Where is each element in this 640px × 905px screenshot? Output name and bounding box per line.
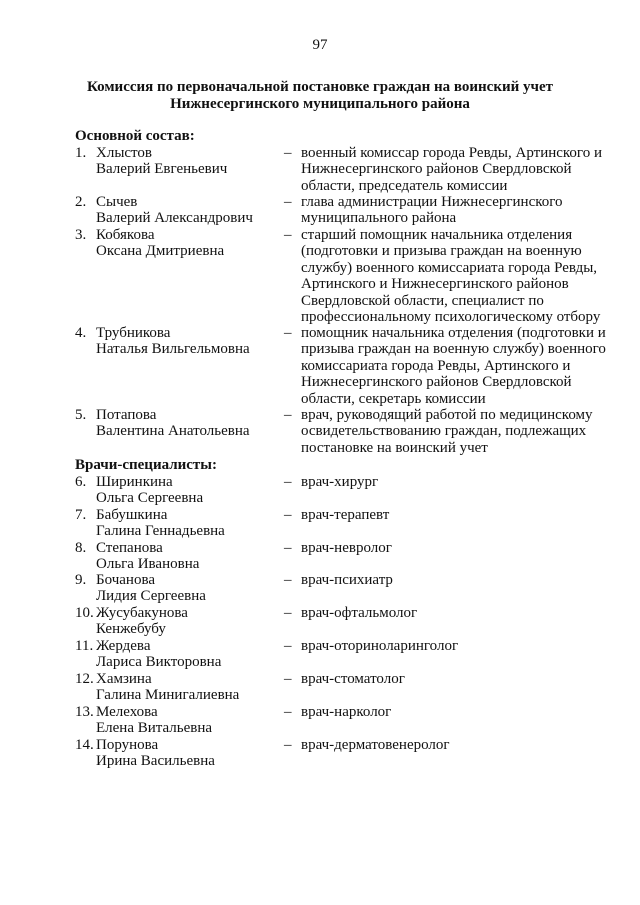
member-number: 7. (75, 507, 87, 523)
member-dash: – (284, 540, 292, 556)
member-role: старший помощник начальника отделения (подготовки и призыва граждан на военную службу) военного комиссариата города Ревды, Артинского и Нижнесергинского районов Свердловской области, специалист по профессиональному психологическому отбору (301, 227, 601, 326)
document-title (0, 79, 640, 113)
member-dash: – (284, 407, 292, 423)
member-dash: – (284, 145, 292, 161)
member-dash: – (284, 507, 292, 523)
member-dash: – (284, 671, 292, 687)
member-name: Бочанова Лидия Сергеевна (96, 572, 206, 605)
member-role: врач-оториноларинголог (301, 638, 459, 654)
member-dash: – (284, 572, 292, 588)
member-number: 12. (75, 671, 94, 687)
member-dash: – (284, 474, 292, 490)
member-role: врач-хирург (301, 474, 379, 490)
member-number: 3. (75, 227, 87, 243)
member-name: Ширинкина Ольга Сергеевна (96, 474, 204, 507)
member-role: врач-стоматолог (301, 671, 405, 687)
member-dash: – (284, 194, 292, 210)
title-line-1: Комиссия по первоначальной постановке граждан на воинский учет (87, 79, 553, 95)
member-number: 4. (75, 325, 87, 341)
section-doctors: Врачи-специалисты: (75, 457, 218, 473)
page-number: 97 (312, 37, 328, 53)
section-main: Основной состав: (75, 128, 195, 144)
member-dash: – (284, 227, 292, 243)
member-role: врач, руководящий работой по медицинскому освидетельствованию граждан, подлежащих постановке на воинский учет (301, 407, 593, 456)
member-number: 8. (75, 540, 87, 556)
member-name: Потапова Валентина Анатольевна (96, 407, 250, 440)
member-number: 11. (75, 638, 94, 654)
member-number: 5. (75, 407, 87, 423)
member-name: Сычев Валерий Александрович (96, 194, 253, 227)
member-role: помощник начальника отделения (подготовки и призыва граждан на военную службу) военного комиссариата города Ревды, Артинского и Нижнесергинского районов Свердловской области, секретарь комиссии (301, 325, 606, 407)
member-role: врач-невролог (301, 540, 392, 556)
title-line-2: Нижнесергинского муниципального района (170, 96, 470, 112)
member-number: 10. (75, 605, 94, 621)
member-name: Кобякова Оксана Дмитриевна (96, 227, 225, 260)
member-role: врач-дерматовенеролог (301, 737, 450, 753)
member-name: Жердева Лариса Викторовна (96, 638, 222, 671)
member-number: 9. (75, 572, 87, 588)
member-dash: – (284, 325, 292, 341)
member-number: 6. (75, 474, 87, 490)
member-name: Бабушкина Галина Геннадьевна (96, 507, 225, 540)
member-role: врач-терапевт (301, 507, 390, 523)
member-dash: – (284, 605, 292, 621)
member-role: врач-нарколог (301, 704, 392, 720)
member-number: 2. (75, 194, 87, 210)
member-role: военный комиссар города Ревды, Артинского и Нижнесергинского районов Свердловской области, председатель комиссии (301, 145, 602, 194)
member-role: врач-офтальмолог (301, 605, 418, 621)
member-number: 14. (75, 737, 94, 753)
member-name: Хлыстов Валерий Евгеньевич (96, 145, 228, 178)
member-dash: – (284, 704, 292, 720)
member-number: 1. (75, 145, 87, 161)
member-name: Степанова Ольга Ивановна (96, 540, 200, 573)
member-role: глава администрации Нижнесергинского муниципального района (301, 194, 563, 227)
member-name: Трубникова Наталья Вильгельмовна (96, 325, 250, 358)
member-dash: – (284, 737, 292, 753)
member-name: Хамзина Галина Минигалиевна (96, 671, 240, 704)
member-name: Порунова Ирина Васильевна (96, 737, 215, 770)
member-dash: – (284, 638, 292, 654)
member-name: Жусубакунова Кенжебубу (96, 605, 188, 638)
member-number: 13. (75, 704, 94, 720)
member-name: Мелехова Елена Витальевна (96, 704, 213, 737)
member-role: врач-психиатр (301, 572, 393, 588)
